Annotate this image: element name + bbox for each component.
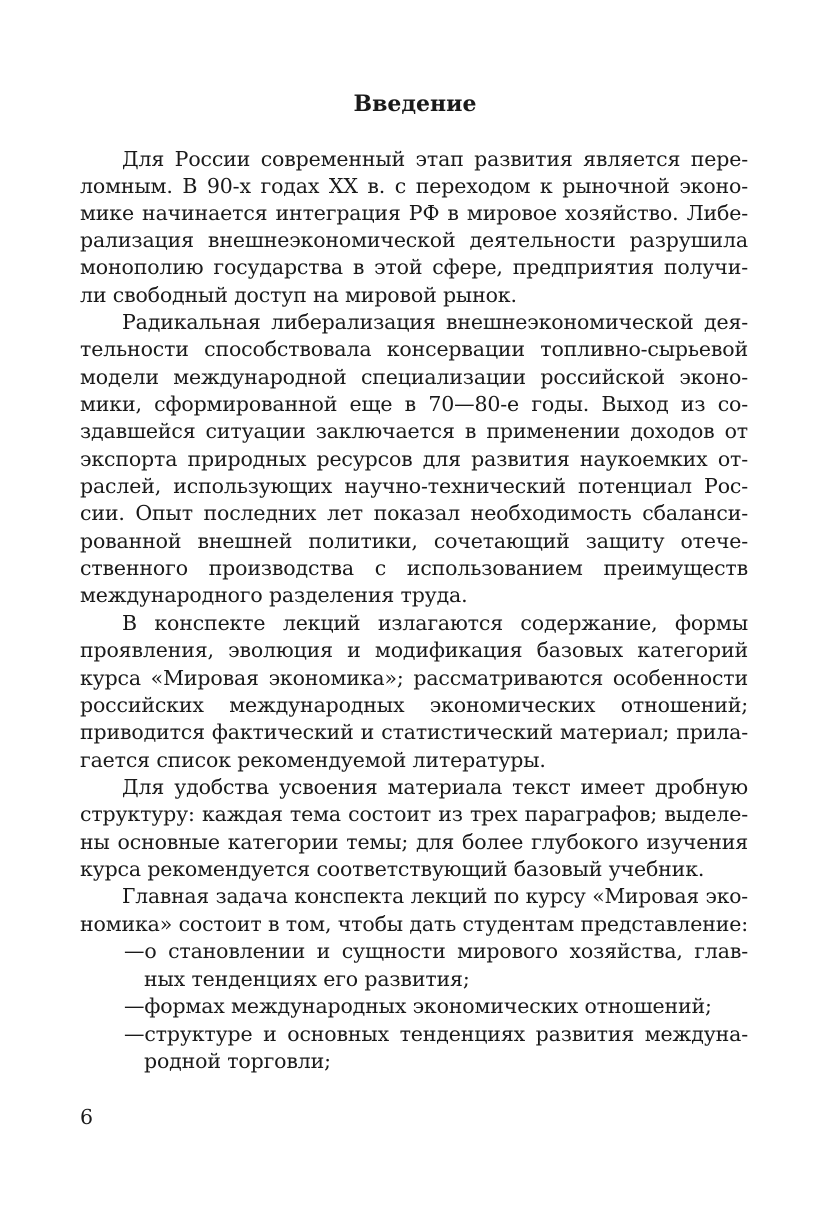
text-line: ственного производства с использованием преимуществ bbox=[80, 556, 748, 580]
text-line: Для удобства усвоения материала текст имеет дробную bbox=[122, 775, 748, 799]
text-line: тельности способствовала консервации топливно-сырьевой bbox=[80, 337, 748, 361]
list-item-continuation: ных тенденциях его развития; bbox=[144, 967, 470, 991]
text-line: структуру: каждая тема состоит из трех параграфов; выделе- bbox=[80, 802, 748, 826]
text-line: мике начинается интеграция РФ в мировое хозяйство. Либе- bbox=[80, 201, 748, 225]
text-line: приводится фактический и статистический материал; прила- bbox=[80, 720, 748, 744]
text-line: монополию государства в этой сфере, предприятия получи- bbox=[80, 255, 748, 279]
text-line: модели международной специализации российской эконо- bbox=[80, 365, 748, 389]
text-line: экспорта природных ресурсов для развития наукоемких от- bbox=[80, 447, 748, 471]
text-line: Главная задача конспекта лекций по курсу «Мировая эко- bbox=[122, 884, 748, 908]
text-line: В конспекте лекций излагаются содержание, формы bbox=[122, 611, 748, 635]
text-line: рованной внешней политики, сочетающий защиту отече- bbox=[80, 529, 748, 553]
text-line: мики, сформированной еще в 70—80-е годы. Выход из со- bbox=[80, 392, 748, 416]
text-line: российских международных экономических отношений; bbox=[80, 693, 748, 717]
text-line: ломным. В 90-х годах XX в. с переходом к рыночной эконо- bbox=[80, 174, 748, 198]
list-item: —о становлении и сущности мирового хозяйства, глав- bbox=[124, 939, 748, 963]
text-line: номика» состоит в том, чтобы дать студентам представление: bbox=[80, 912, 748, 936]
list-item: —структуре и основных тенденциях развития междуна- bbox=[124, 1022, 748, 1046]
text-line: сии. Опыт последних лет показал необходимость сбаланси- bbox=[80, 501, 748, 525]
text-line: рализация внешнеэкономической деятельности разрушила bbox=[80, 228, 748, 252]
list-item-continuation: родной торговли; bbox=[144, 1049, 331, 1073]
page-number: 6 bbox=[80, 1105, 94, 1129]
text-line: ны основные категории темы; для более глубокого изучения bbox=[80, 830, 748, 854]
text-line: курса рекомендуется соответствующий базовый учебник. bbox=[80, 857, 705, 881]
text-line: курса «Мировая экономика»; рассматриваются особенности bbox=[80, 666, 748, 690]
text-line: проявления, эволюция и модификация базовых категорий bbox=[80, 638, 748, 662]
text-line: Для России современный этап развития является пере- bbox=[122, 147, 748, 171]
section-title: Введение bbox=[353, 91, 477, 117]
text-line: гается список рекомендуемой литературы. bbox=[80, 748, 546, 772]
text-line: здавшейся ситуации заключается в применении доходов от bbox=[80, 419, 748, 443]
text-line: Радикальная либерализация внешнеэкономической дея- bbox=[122, 310, 748, 334]
text-line: ли свободный доступ на мировой рынок. bbox=[80, 283, 517, 307]
text-line: раслей, использующих научно-технический потенциал Рос- bbox=[80, 474, 748, 498]
list-item: —формах международных экономических отношений; bbox=[124, 994, 712, 1018]
text-line: международного разделения труда. bbox=[80, 583, 468, 607]
